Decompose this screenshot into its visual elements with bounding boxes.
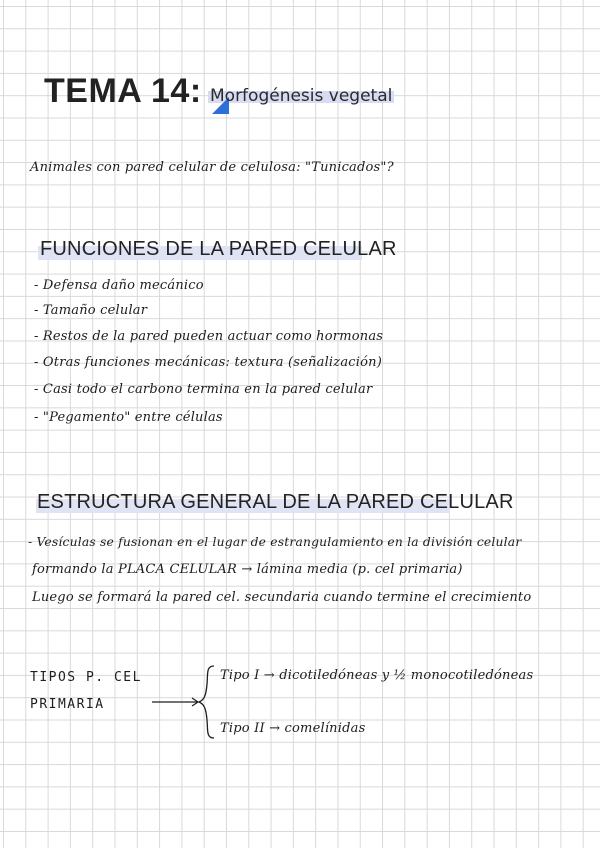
intro-note: Animales con pared celular de celulosa: "Tunicados"? (30, 160, 394, 175)
type-one: Tipo I → dicotiledóneas y ½ monocotiledóneas (220, 668, 534, 683)
list-item: - "Pegamento" entre células (34, 410, 223, 425)
list-item: - Defensa daño mecánico (34, 278, 204, 293)
types-label-line2: PRIMARIA (30, 697, 105, 712)
structure-line: formando la PLACA CELULAR → lámina media (p. cel primaria) (32, 562, 463, 577)
list-item: - Restos de la pared pueden actuar como hormonas (34, 329, 384, 344)
section1-heading: FUNCIONES DE LA PARED CELULAR (40, 238, 397, 260)
page-title: TEMA 14: (44, 72, 202, 110)
types-label-line1: TIPOS P. CEL (30, 670, 142, 685)
type-two: Tipo II → comelínidas (220, 721, 366, 736)
arrow-bracket-icon (150, 660, 220, 750)
structure-line: - Vesículas se fusionan en el lugar de estrangulamiento en la división celular (28, 535, 522, 549)
list-item: - Casi todo el carbono termina en la pared celular (34, 382, 373, 397)
structure-line: Luego se formará la pared cel. secundaria cuando termine el crecimiento (32, 590, 532, 605)
list-item: - Otras funciones mecánicas: textura (señalización) (34, 355, 382, 370)
list-item: - Tamaño celular (34, 303, 148, 318)
section2-heading: ESTRUCTURA GENERAL DE LA PARED CELULAR (37, 491, 514, 513)
page-subtitle: Morfogénesis vegetal (210, 86, 393, 106)
